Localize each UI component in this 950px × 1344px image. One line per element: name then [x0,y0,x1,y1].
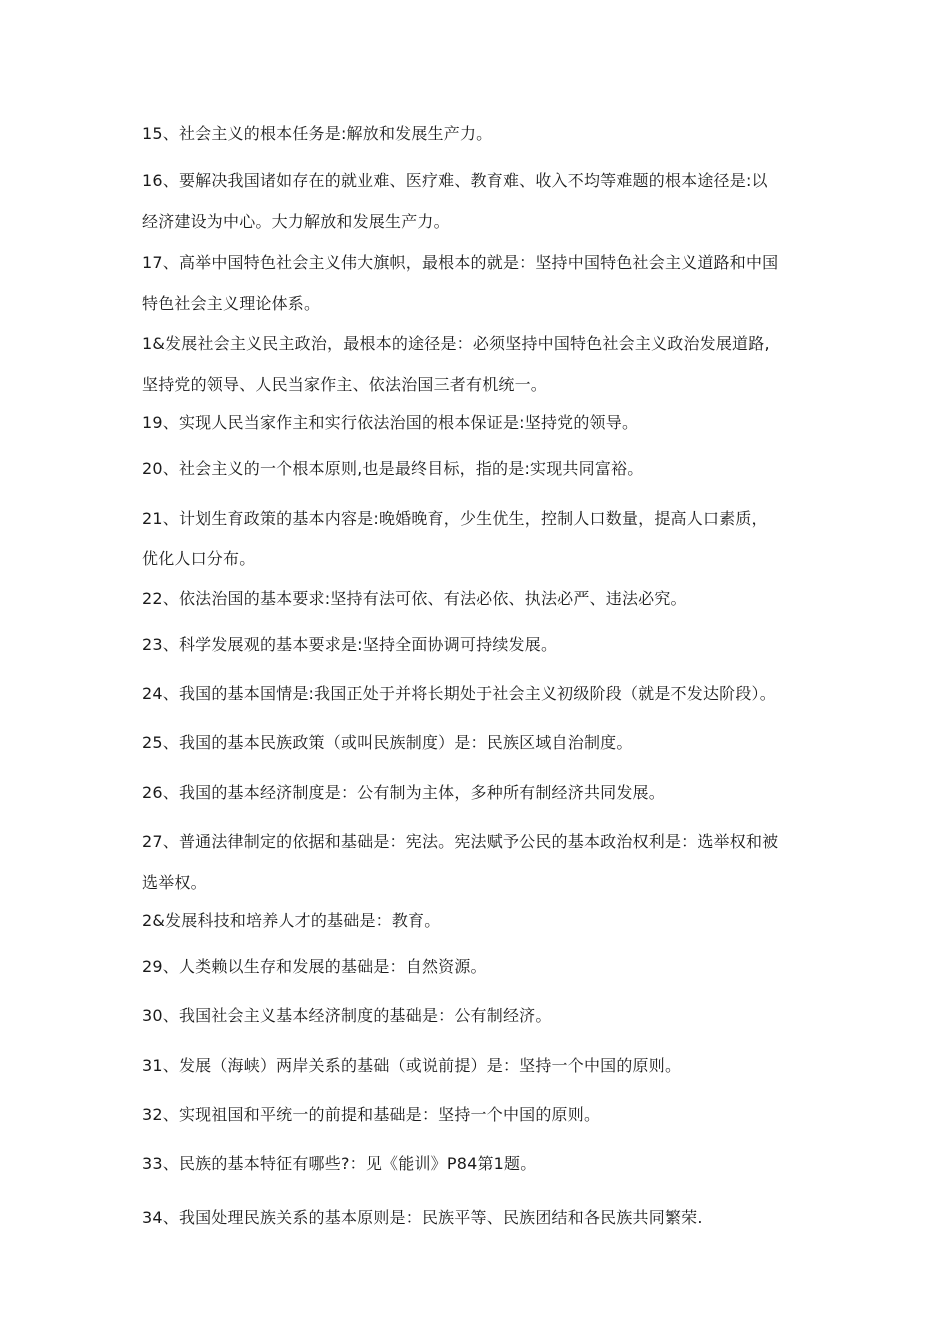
text-line-15: 15、社会主义的根本任务是:解放和发展生产力。 [142,124,493,143]
text-line-16-a: 16、要解决我国诸如存在的就业难、医疗难、教育难、收入不均等难题的根本途径是:以 [142,171,768,190]
text-line-20: 20、社会主义的一个根本原则,也是最终目标，指的是:实现共同富裕。 [142,459,644,478]
text-line-27-b: 选举权。 [142,873,207,892]
text-line-24: 24、我国的基本国情是:我国正处于并将长期处于社会主义初级阶段（就是不发达阶段）。 [142,684,776,703]
text-line-28: 2&发展科技和培养人才的基础是：教育。 [142,911,441,930]
text-line-23: 23、科学发展观的基本要求是:坚持全面协调可持续发展。 [142,635,558,654]
text-line-29: 29、人类赖以生存和发展的基础是：自然资源。 [142,957,487,976]
text-line-18-a: 1&发展社会主义民主政治，最根本的途径是：必须坚持中国特色社会主义政治发展道路, [142,334,770,353]
text-line-31: 31、发展（海峡）两岸关系的基础（或说前提）是：坚持一个中国的原则。 [142,1056,682,1075]
text-line-18-b: 坚持党的领导、人民当家作主、依法治国三者有机统一。 [142,375,548,394]
text-line-26: 26、我国的基本经济制度是：公有制为主体，多种所有制经济共同发展。 [142,783,665,802]
text-line-17-a: 17、高举中国特色社会主义伟大旗帜，最根本的就是：坚持中国特色社会主义道路和中国 [142,253,779,272]
text-line-19: 19、实现人民当家作主和实行依法治国的根本保证是:坚持党的领导。 [142,413,639,432]
text-line-32: 32、实现祖国和平统一的前提和基础是：坚持一个中国的原则。 [142,1105,601,1124]
text-line-25: 25、我国的基本民族政策（或叫民族制度）是：民族区域自治制度。 [142,733,633,752]
text-line-21-b: 优化人口分布。 [142,549,256,568]
text-line-22: 22、依法治国的基本要求:坚持有法可依、有法必依、执法必严、违法必究。 [142,589,687,608]
text-line-21-a: 21、计划生育政策的基本内容是:晚婚晚育，少生优生，控制人口数量，提高人口素质， [142,509,768,528]
text-line-27-a: 27、普通法律制定的依据和基础是：宪法。宪法赋予公民的基本政治权利是：选举权和被 [142,832,779,851]
text-line-33: 33、民族的基本特征有哪些?：见《能训》P84第1题。 [142,1154,537,1173]
text-line-30: 30、我国社会主义基本经济制度的基础是：公有制经济。 [142,1006,552,1025]
text-line-17-b: 特色社会主义理论体系。 [142,294,321,313]
text-line-16-b: 经济建设为中心。大力解放和发展生产力。 [142,212,450,231]
text-line-34: 34、我国处理民族关系的基本原则是：民族平等、民族团结和各民族共同繁荣. [142,1208,703,1227]
